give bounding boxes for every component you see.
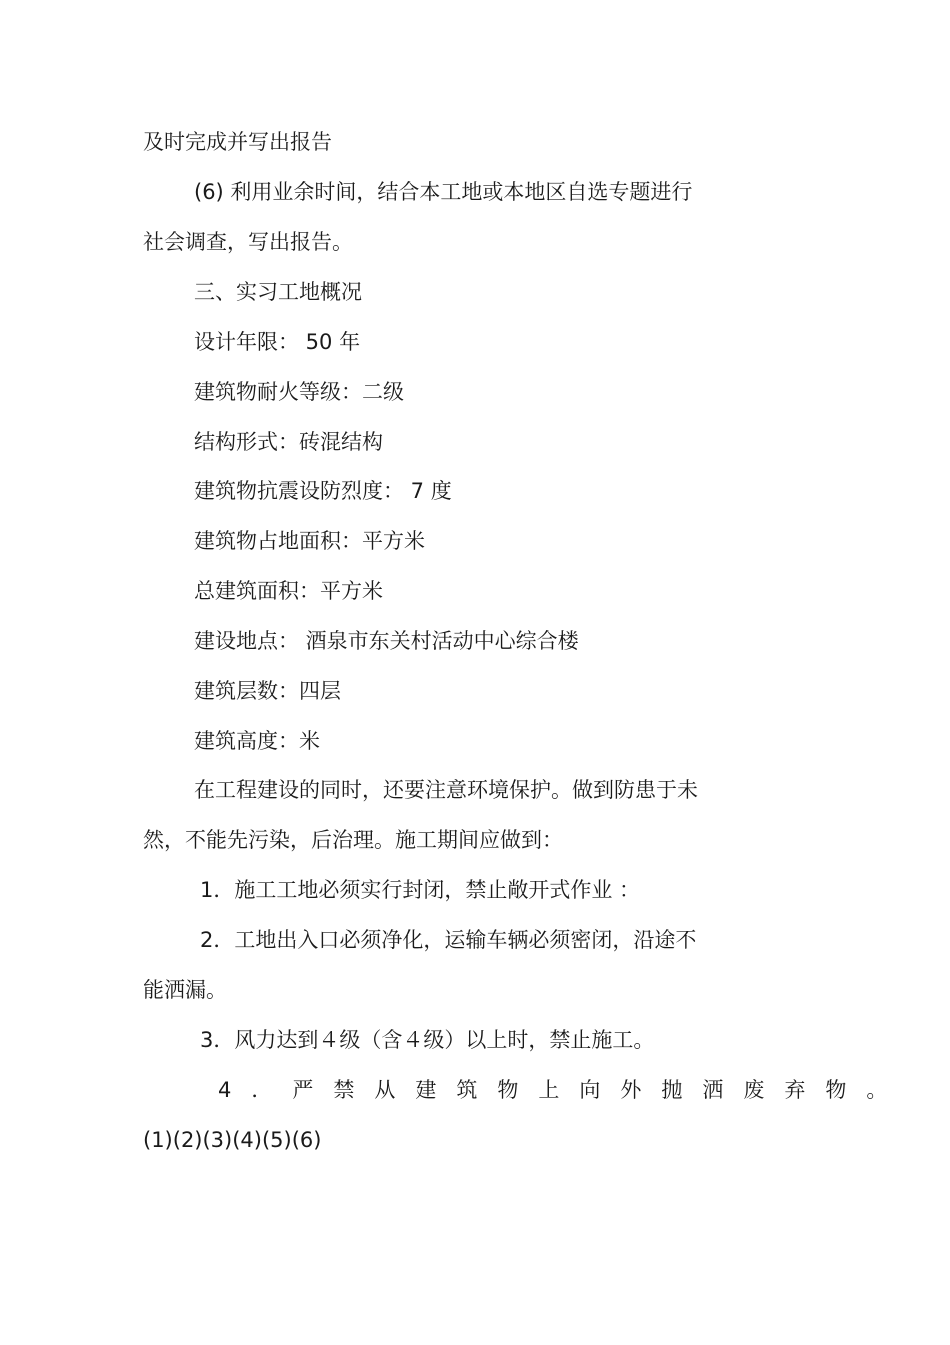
text-line: 结构形式：砖混结构 [194,430,383,454]
text-line: (6) 利用业余时间，结合本工地或本地区自选专题进行 [194,180,693,204]
text-line: 建设地点： 酒泉市东关村活动中心综合楼 [194,629,579,653]
list-item: 3．风力达到４级（含４级）以上时，禁止施工。 [200,1028,655,1052]
text-line: 建筑物耐火等级：二级 [194,380,404,404]
text-line: 及时完成并写出报告 [143,130,332,154]
text-line: (1)(2)(3)(4)(5)(6) [143,1128,322,1152]
list-item: 2．工地出入口必须净化，运输车辆必须密闭，沿途不 [200,928,697,952]
text-line: 在工程建设的同时，还要注意环境保护。做到防患于未 [194,778,698,802]
text-line: 总建筑面积：平方米 [194,579,383,603]
list-item: 4．严禁从建筑物上向外抛洒废弃物。 [218,1078,908,1102]
text-line: 能洒漏。 [143,978,227,1002]
text-line: 建筑物抗震设防烈度： 7 度 [194,479,452,503]
text-line: 社会调查，写出报告。 [143,230,353,254]
list-item: 1．施工工地必须实行封闭，禁止敞开式作业 ： [200,878,641,902]
text-line: 然，不能先污染，后治理。施工期间应做到： [143,828,563,852]
section-heading: 三、实习工地概况 [194,280,362,304]
text-line: 建筑层数：四层 [194,679,341,703]
text-line: 设计年限： 50 年 [194,330,361,354]
text-line: 建筑物占地面积：平方米 [194,529,425,553]
text-line: 建筑高度：米 [194,729,320,753]
